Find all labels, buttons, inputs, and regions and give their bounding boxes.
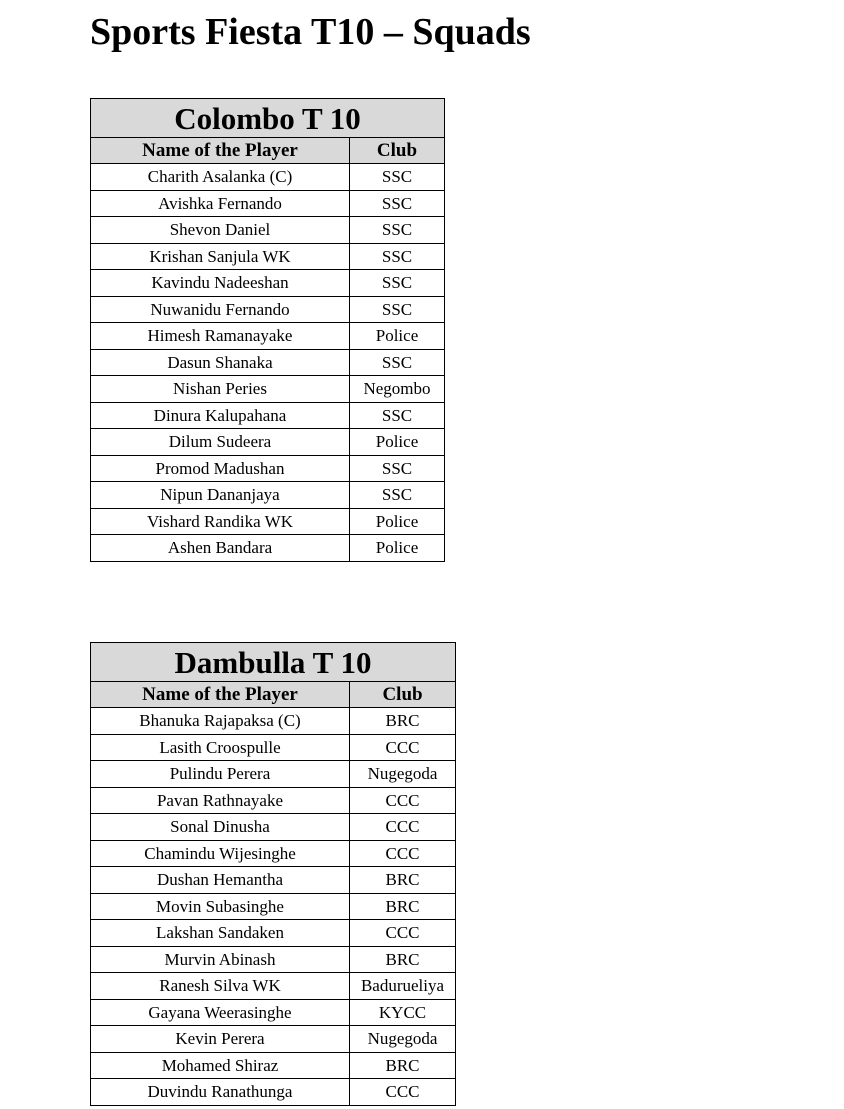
player-club: CCC <box>350 787 456 814</box>
player-club: CCC <box>350 920 456 947</box>
player-name: Chamindu Wijesinghe <box>91 840 350 867</box>
player-name: Shevon Daniel <box>91 217 350 244</box>
player-name: Kavindu Nadeeshan <box>91 270 350 297</box>
player-name: Krishan Sanjula WK <box>91 243 350 270</box>
player-club: BRC <box>350 893 456 920</box>
team-title: Dambulla T 10 <box>91 643 456 682</box>
table-row <box>91 296 445 323</box>
squad-table-colombo <box>90 98 445 562</box>
player-name: Dasun Shanaka <box>91 349 350 376</box>
column-header-club: Club <box>350 138 445 164</box>
table-row <box>91 217 445 244</box>
player-club: CCC <box>350 840 456 867</box>
player-name: Lasith Croospulle <box>91 734 350 761</box>
player-name: Gayana Weerasinghe <box>91 999 350 1026</box>
table-row <box>91 761 456 788</box>
table-row <box>91 973 456 1000</box>
table-row <box>91 455 445 482</box>
player-name: Promod Madushan <box>91 455 350 482</box>
player-club: Police <box>350 323 445 350</box>
column-header-player: Name of the Player <box>91 682 350 708</box>
player-club: SSC <box>350 402 445 429</box>
player-name: Ranesh Silva WK <box>91 973 350 1000</box>
table-row <box>91 920 456 947</box>
table-row <box>91 270 445 297</box>
table-row <box>91 349 445 376</box>
player-name: Himesh Ramanayake <box>91 323 350 350</box>
table-row <box>91 164 445 191</box>
player-name: Dilum Sudeera <box>91 429 350 456</box>
table-row <box>91 508 445 535</box>
table-row <box>91 190 445 217</box>
player-name: Avishka Fernando <box>91 190 350 217</box>
player-name: Mohamed Shiraz <box>91 1052 350 1079</box>
squad-table-dambulla <box>90 642 456 1106</box>
table-row <box>91 867 456 894</box>
player-name: Bhanuka Rajapaksa (C) <box>91 708 350 735</box>
table-row <box>91 535 445 562</box>
player-club: SSC <box>350 349 445 376</box>
player-name: Pavan Rathnayake <box>91 787 350 814</box>
table-row <box>91 482 445 509</box>
player-club: BRC <box>350 708 456 735</box>
player-club: Nugegoda <box>350 1026 456 1053</box>
player-club: CCC <box>350 1079 456 1106</box>
player-club: Badurueliya <box>350 973 456 1000</box>
table-row <box>91 1052 456 1079</box>
player-club: CCC <box>350 734 456 761</box>
player-rows <box>91 708 456 1106</box>
table-row <box>91 1026 456 1053</box>
player-club: SSC <box>350 455 445 482</box>
page-title: Sports Fiesta T10 – Squads <box>90 11 531 53</box>
table-row <box>91 734 456 761</box>
table-row <box>91 787 456 814</box>
player-club: SSC <box>350 296 445 323</box>
player-club: SSC <box>350 217 445 244</box>
player-name: Nishan Peries <box>91 376 350 403</box>
table-row <box>91 402 445 429</box>
table-row <box>91 1079 456 1106</box>
column-header-player: Name of the Player <box>91 138 350 164</box>
player-rows <box>91 164 445 562</box>
player-club: CCC <box>350 814 456 841</box>
player-name: Ashen Bandara <box>91 535 350 562</box>
player-club: SSC <box>350 482 445 509</box>
player-name: Nipun Dananjaya <box>91 482 350 509</box>
table-row <box>91 708 456 735</box>
table-row <box>91 893 456 920</box>
table-row <box>91 323 445 350</box>
player-club: Nugegoda <box>350 761 456 788</box>
player-club: BRC <box>350 946 456 973</box>
table-row <box>91 840 456 867</box>
player-club: SSC <box>350 190 445 217</box>
table-row <box>91 429 445 456</box>
table-row <box>91 999 456 1026</box>
player-club: SSC <box>350 164 445 191</box>
player-name: Movin Subasinghe <box>91 893 350 920</box>
player-club: SSC <box>350 270 445 297</box>
player-club: Negombo <box>350 376 445 403</box>
player-club: BRC <box>350 867 456 894</box>
player-name: Dushan Hemantha <box>91 867 350 894</box>
player-name: Duvindu Ranathunga <box>91 1079 350 1106</box>
player-club: SSC <box>350 243 445 270</box>
player-name: Vishard Randika WK <box>91 508 350 535</box>
table-row <box>91 376 445 403</box>
player-club: Police <box>350 508 445 535</box>
player-name: Kevin Perera <box>91 1026 350 1053</box>
player-club: BRC <box>350 1052 456 1079</box>
player-club: Police <box>350 429 445 456</box>
player-name: Pulindu Perera <box>91 761 350 788</box>
player-name: Lakshan Sandaken <box>91 920 350 947</box>
player-name: Charith Asalanka (C) <box>91 164 350 191</box>
player-name: Sonal Dinusha <box>91 814 350 841</box>
player-club: KYCC <box>350 999 456 1026</box>
player-name: Nuwanidu Fernando <box>91 296 350 323</box>
player-name: Murvin Abinash <box>91 946 350 973</box>
table-row <box>91 243 445 270</box>
column-header-club: Club <box>350 682 456 708</box>
player-name: Dinura Kalupahana <box>91 402 350 429</box>
player-club: Police <box>350 535 445 562</box>
table-row <box>91 814 456 841</box>
table-row <box>91 946 456 973</box>
team-title: Colombo T 10 <box>91 99 445 138</box>
